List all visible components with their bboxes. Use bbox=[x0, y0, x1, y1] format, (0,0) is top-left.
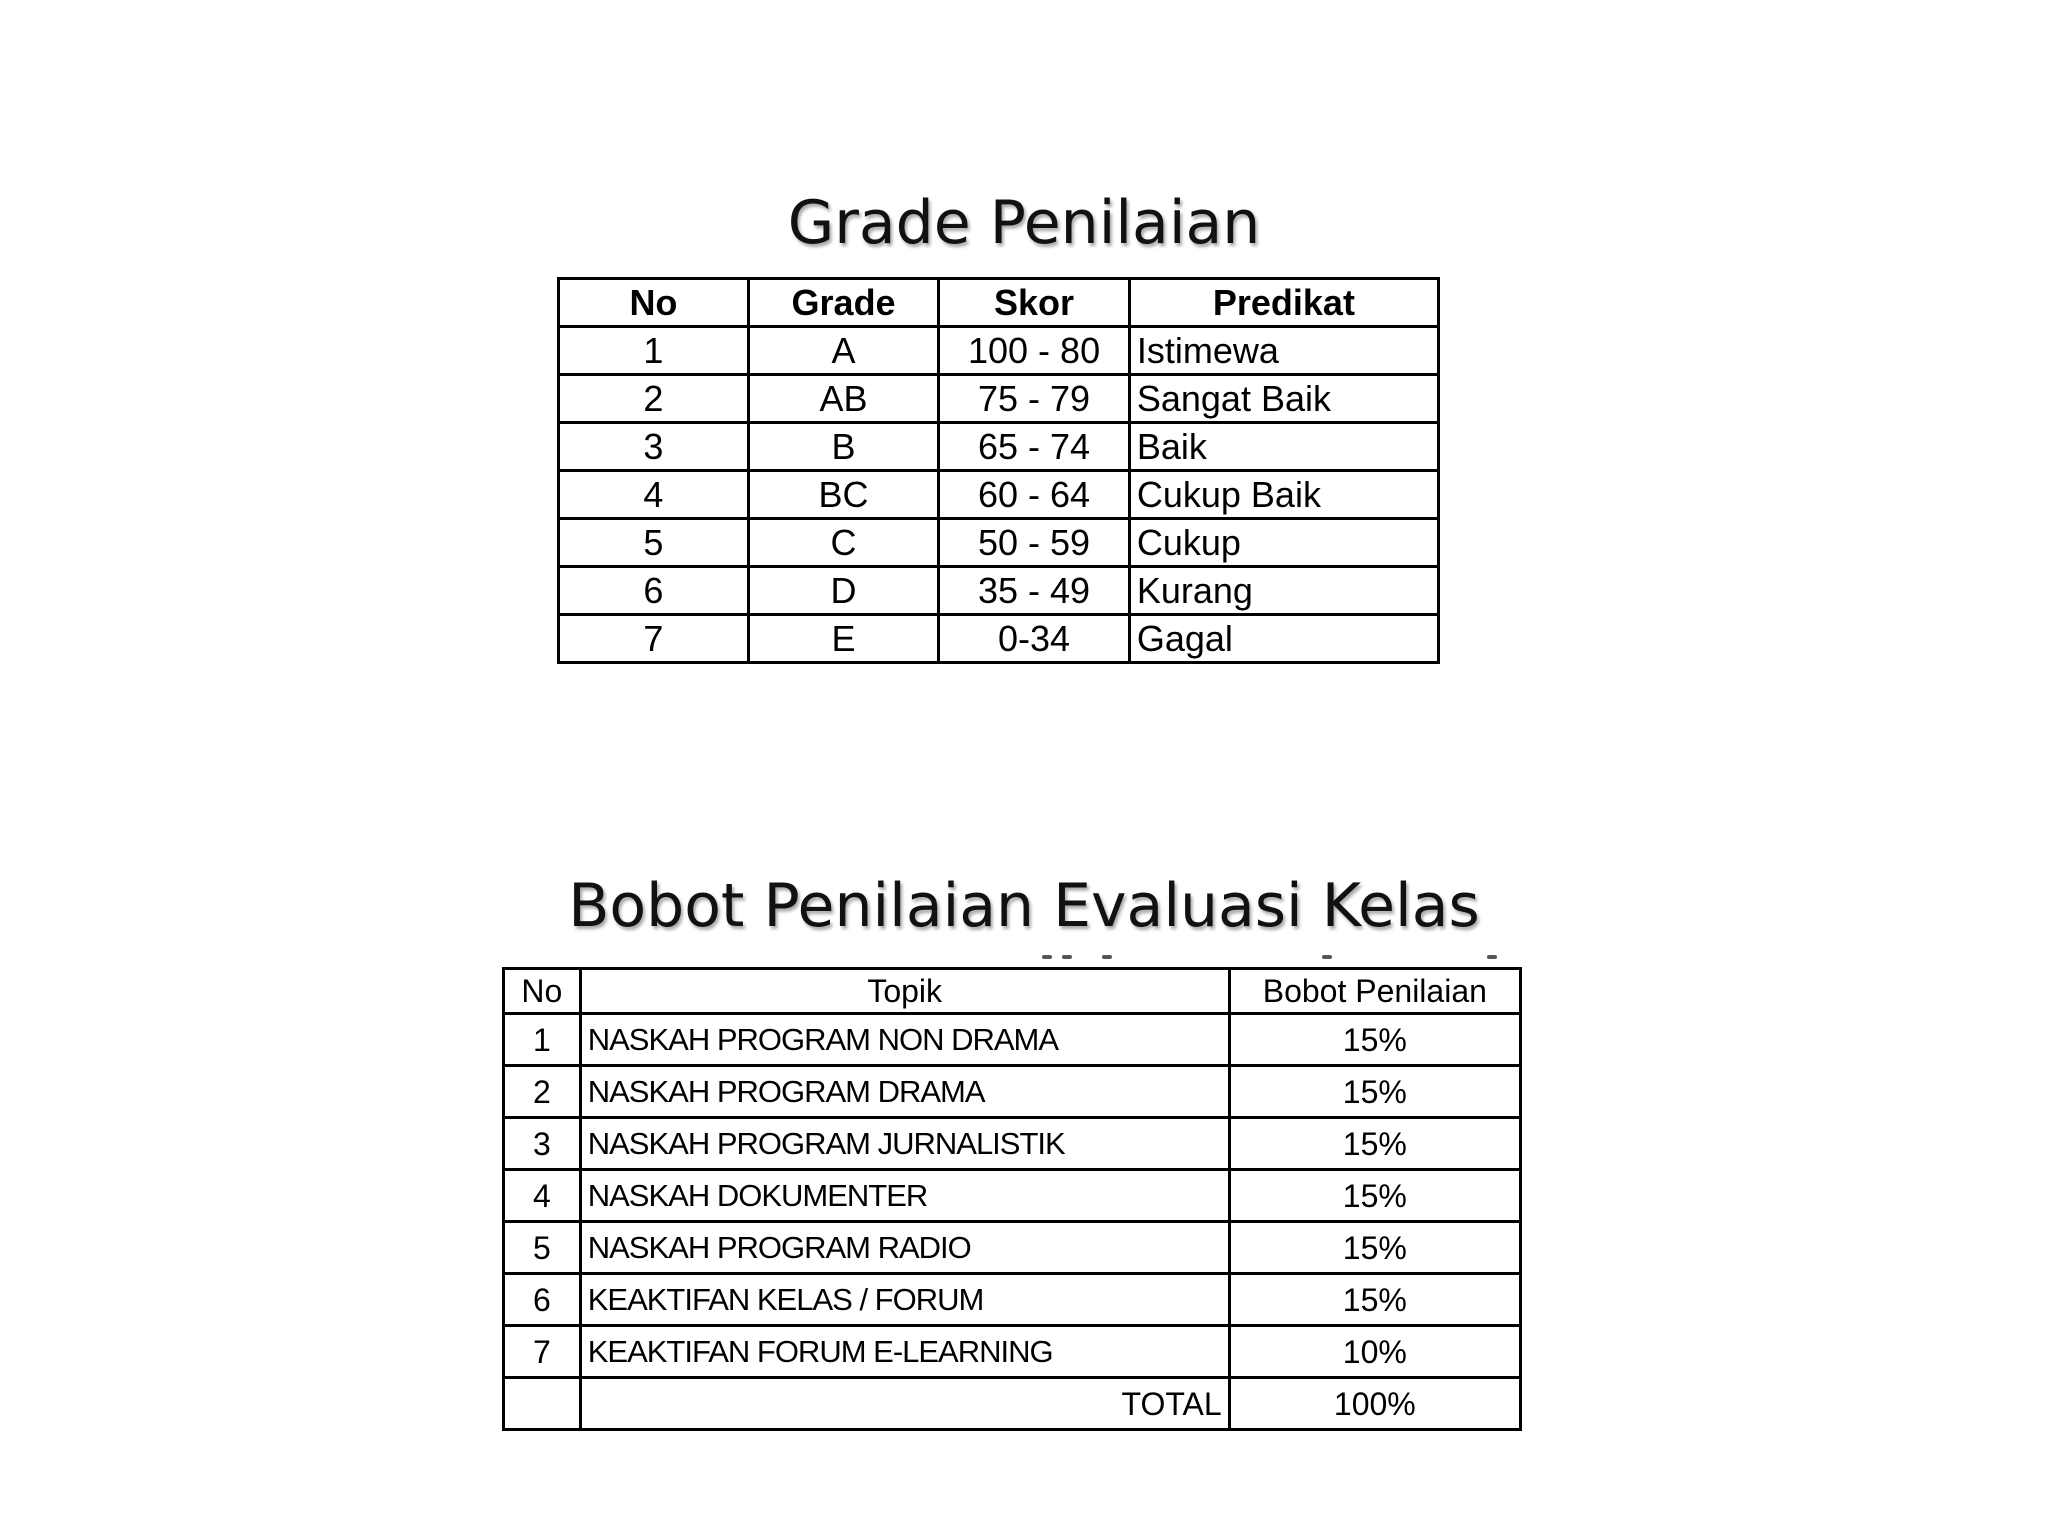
bobot-no: 4 bbox=[504, 1170, 581, 1222]
total-no-empty bbox=[504, 1378, 581, 1430]
table-row bbox=[504, 1066, 1521, 1118]
cropped-text-remnant bbox=[502, 955, 1522, 963]
bobot-header-row bbox=[504, 969, 1521, 1014]
grade-skor: 35 - 49 bbox=[939, 567, 1130, 615]
bobot-topik: NASKAH PROGRAM JURNALISTIK bbox=[580, 1118, 1229, 1170]
table-row bbox=[559, 471, 1439, 519]
table-row bbox=[504, 1118, 1521, 1170]
table-row bbox=[559, 423, 1439, 471]
grade-letter: A bbox=[748, 327, 938, 375]
bobot-no: 2 bbox=[504, 1066, 581, 1118]
bobot-value: 10% bbox=[1229, 1326, 1520, 1378]
bobot-topik: NASKAH PROGRAM DRAMA bbox=[580, 1066, 1229, 1118]
table-row bbox=[504, 1222, 1521, 1274]
grade-letter: E bbox=[748, 615, 938, 663]
bobot-value: 15% bbox=[1229, 1274, 1520, 1326]
table-row bbox=[559, 615, 1439, 663]
table-row bbox=[504, 1014, 1521, 1066]
bobot-topik: NASKAH DOKUMENTER bbox=[580, 1170, 1229, 1222]
grade-title: Grade Penilaian bbox=[787, 188, 1261, 258]
grade-header-predikat: Predikat bbox=[1129, 279, 1438, 327]
grade-no: 4 bbox=[559, 471, 749, 519]
grade-predikat: Gagal bbox=[1129, 615, 1438, 663]
bobot-no: 6 bbox=[504, 1274, 581, 1326]
grade-predikat: Sangat Baik bbox=[1129, 375, 1438, 423]
grade-skor: 75 - 79 bbox=[939, 375, 1130, 423]
bobot-topik: NASKAH PROGRAM NON DRAMA bbox=[580, 1014, 1229, 1066]
grade-letter: D bbox=[748, 567, 938, 615]
bobot-value: 15% bbox=[1229, 1170, 1520, 1222]
bobot-no: 3 bbox=[504, 1118, 581, 1170]
total-label: TOTAL bbox=[580, 1378, 1229, 1430]
bobot-no: 1 bbox=[504, 1014, 581, 1066]
grade-skor: 65 - 74 bbox=[939, 423, 1130, 471]
grade-header-row bbox=[559, 279, 1439, 327]
grade-header-no: No bbox=[559, 279, 749, 327]
bobot-topik: NASKAH PROGRAM RADIO bbox=[580, 1222, 1229, 1274]
grade-letter: BC bbox=[748, 471, 938, 519]
bobot-topik: KEAKTIFAN FORUM E-LEARNING bbox=[580, 1326, 1229, 1378]
table-row bbox=[504, 1326, 1521, 1378]
bobot-no: 7 bbox=[504, 1326, 581, 1378]
grade-skor: 60 - 64 bbox=[939, 471, 1130, 519]
grade-header-grade: Grade bbox=[748, 279, 938, 327]
bobot-topik: KEAKTIFAN KELAS / FORUM bbox=[580, 1274, 1229, 1326]
grade-skor: 100 - 80 bbox=[939, 327, 1130, 375]
bobot-value: 15% bbox=[1229, 1118, 1520, 1170]
grade-table bbox=[557, 277, 1440, 664]
total-row bbox=[504, 1378, 1521, 1430]
table-row bbox=[559, 375, 1439, 423]
table-row bbox=[559, 567, 1439, 615]
table-row bbox=[559, 519, 1439, 567]
grade-no: 1 bbox=[559, 327, 749, 375]
grade-no: 5 bbox=[559, 519, 749, 567]
bobot-header-no: No bbox=[504, 969, 581, 1014]
grade-no: 2 bbox=[559, 375, 749, 423]
bobot-header-topik: Topik bbox=[580, 969, 1229, 1014]
bobot-table bbox=[502, 967, 1522, 1431]
grade-letter: B bbox=[748, 423, 938, 471]
table-row bbox=[504, 1170, 1521, 1222]
grade-predikat: Istimewa bbox=[1129, 327, 1438, 375]
bobot-no: 5 bbox=[504, 1222, 581, 1274]
grade-skor: 50 - 59 bbox=[939, 519, 1130, 567]
grade-no: 7 bbox=[559, 615, 749, 663]
bobot-title: Bobot Penilaian Evaluasi Kelas bbox=[568, 871, 1480, 941]
total-value: 100% bbox=[1229, 1378, 1520, 1430]
grade-skor: 0-34 bbox=[939, 615, 1130, 663]
grade-letter: C bbox=[748, 519, 938, 567]
grade-predikat: Baik bbox=[1129, 423, 1438, 471]
bobot-value: 15% bbox=[1229, 1014, 1520, 1066]
bobot-value: 15% bbox=[1229, 1222, 1520, 1274]
table-row bbox=[559, 327, 1439, 375]
grade-predikat: Cukup Baik bbox=[1129, 471, 1438, 519]
grade-no: 6 bbox=[559, 567, 749, 615]
grade-predikat: Cukup bbox=[1129, 519, 1438, 567]
grade-header-skor: Skor bbox=[939, 279, 1130, 327]
grade-predikat: Kurang bbox=[1129, 567, 1438, 615]
table-row bbox=[504, 1274, 1521, 1326]
grade-letter: AB bbox=[748, 375, 938, 423]
grade-no: 3 bbox=[559, 423, 749, 471]
bobot-header-bobot: Bobot Penilaian bbox=[1229, 969, 1520, 1014]
bobot-value: 15% bbox=[1229, 1066, 1520, 1118]
